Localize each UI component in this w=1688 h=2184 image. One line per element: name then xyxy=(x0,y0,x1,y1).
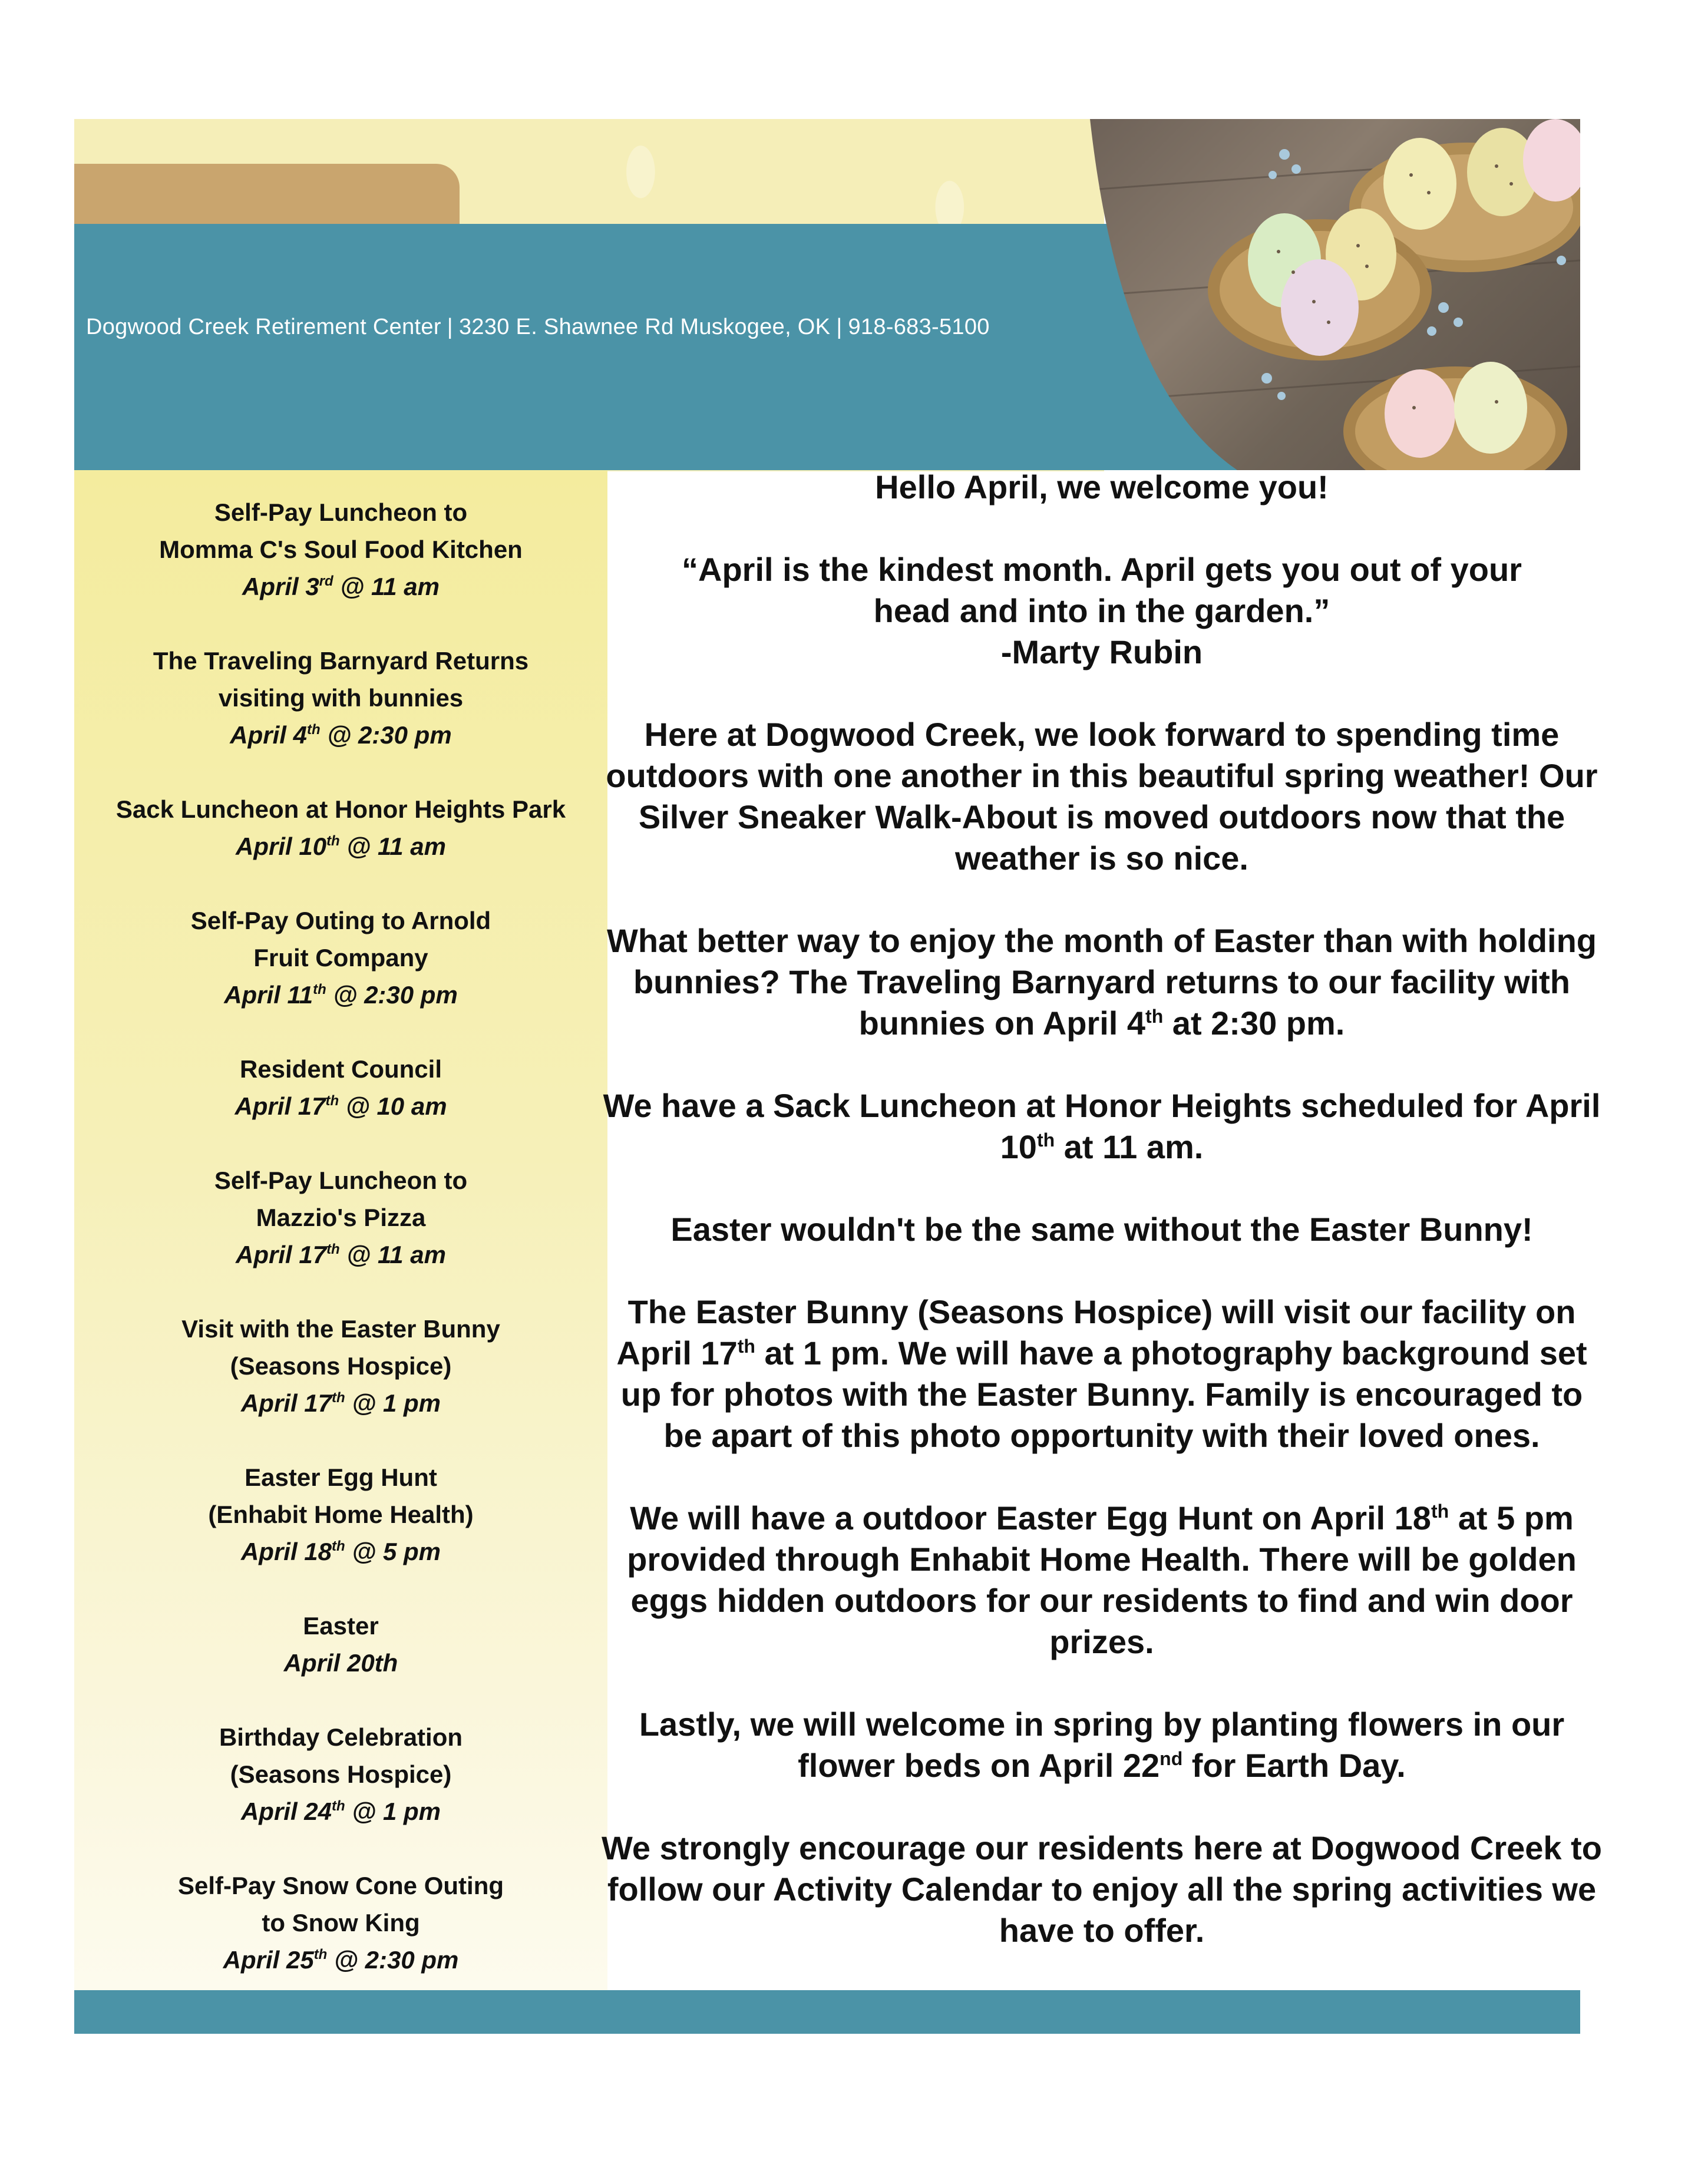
ordinal-suffix: th xyxy=(1036,1129,1055,1151)
event-date-text: April 17 xyxy=(240,1389,332,1417)
event-date xyxy=(74,1533,607,1570)
ordinal-suffix: th xyxy=(313,982,326,997)
paragraph-earth-day xyxy=(601,1704,1603,1786)
ordinal-suffix: th xyxy=(325,1093,339,1109)
ordinal-suffix: rd xyxy=(319,573,333,589)
event-date xyxy=(74,1644,607,1681)
ordinal-suffix: th xyxy=(737,1336,755,1357)
event-item xyxy=(74,1162,607,1273)
org-name: Dogwood Creek Retirement Center xyxy=(86,315,441,339)
event-date xyxy=(74,568,607,605)
event-time-text: @ 1 pm xyxy=(345,1798,441,1825)
paragraph-easter-bunny-intro: Easter wouldn't be the same without the Easter Bunny! xyxy=(670,1211,1533,1248)
event-title-line: Resident Council xyxy=(239,1055,442,1083)
ordinal-suffix: th xyxy=(313,1947,328,1962)
text: at 5 pm provided through Enhabit Home Health. There will be golden eggs hidden outdoors for our residents to find and win door prizes. xyxy=(627,1499,1577,1660)
event-date xyxy=(74,1236,607,1273)
event-title-line: Birthday Celebration xyxy=(219,1723,463,1751)
event-title-line: The Traveling Barnyard Returns xyxy=(153,647,529,675)
event-date-text: April 17 xyxy=(236,1241,327,1268)
header-accent-tab xyxy=(74,164,460,225)
event-title-line: Self-Pay Snow Cone Outing xyxy=(177,1872,504,1899)
event-title-line: Fruit Company xyxy=(253,944,428,972)
text: at 1 pm. We will have a photography background set up for photos with the Easter Bunny. Family is encouraged to be apart of this photo opportunity with their loved ones. xyxy=(620,1334,1587,1454)
event-time-text: @ 2:30 pm xyxy=(327,1946,459,1974)
event-title-line: Self-Pay Outing to Arnold xyxy=(190,907,491,934)
quote-author: -Marty Rubin xyxy=(1000,633,1203,670)
paragraph-outdoors: Here at Dogwood Creek, we look forward to spending time outdoors with one another in this beautiful spring weather! Our Silver Sneaker Walk-About is moved outdoors now that the weather is so nice. xyxy=(606,716,1598,877)
event-date-text: April 25 xyxy=(223,1946,314,1974)
ordinal-suffix: th xyxy=(326,1241,340,1257)
event-title-line: Self-Pay Luncheon to xyxy=(214,498,468,526)
event-title-line: Self-Pay Luncheon to xyxy=(214,1167,468,1194)
event-title-line: (Seasons Hospice) xyxy=(230,1760,452,1788)
event-item xyxy=(74,1867,607,1978)
event-date-text: April 18 xyxy=(240,1538,332,1565)
paragraph-easter-bunny-visit xyxy=(601,1291,1603,1456)
event-title-line: Visit with the Easter Bunny xyxy=(181,1315,500,1343)
event-date xyxy=(74,1793,607,1830)
event-title-line: Easter Egg Hunt xyxy=(245,1463,437,1491)
text: at 2:30 pm. xyxy=(1163,1005,1345,1042)
event-date xyxy=(74,716,607,754)
event-date xyxy=(74,976,607,1013)
text: at 11 am. xyxy=(1055,1128,1204,1165)
event-date-text: April 3 xyxy=(242,573,319,600)
event-item xyxy=(74,1050,607,1125)
paragraph-egg-hunt xyxy=(601,1498,1603,1663)
phone-number: 918-683-5100 xyxy=(848,315,990,339)
text: The Easter Bunny (Seasons Hospice) will visit our facility on April 17 xyxy=(616,1293,1576,1372)
event-title-line: Easter xyxy=(303,1612,379,1640)
event-time-text: @ 2:30 pm xyxy=(320,721,452,749)
header-contact-line xyxy=(86,312,990,342)
event-item xyxy=(74,494,607,605)
event-item xyxy=(74,1310,607,1422)
event-item xyxy=(74,642,607,754)
event-date-text: April 20th xyxy=(283,1649,398,1677)
event-date-text: April 11 xyxy=(224,981,313,1009)
paragraph-sack-luncheon xyxy=(601,1085,1603,1168)
events-list xyxy=(74,494,607,2016)
text: What better way to enjoy the month of Easter than with holding bunnies? The Traveling Barnyard returns to our facility with bunnies on April 4 xyxy=(606,922,1597,1042)
text: We will have a outdoor Easter Egg Hunt on April 18 xyxy=(630,1499,1431,1537)
event-time-text: @ 11 am xyxy=(333,573,440,600)
event-date-text: April 4 xyxy=(230,721,307,749)
main-article xyxy=(601,467,1603,1993)
event-time-text: @ 1 pm xyxy=(345,1389,441,1417)
ordinal-suffix: th xyxy=(1145,1006,1164,1027)
event-date-text: April 17 xyxy=(234,1092,326,1120)
event-title-line: (Seasons Hospice) xyxy=(230,1352,452,1380)
ordinal-suffix: th xyxy=(332,1798,345,1814)
event-time-text: @ 10 am xyxy=(339,1092,447,1120)
paragraph-closing: We strongly encourage our residents here at Dogwood Creek to follow our Activity Calendar to enjoy all the spring activities we have to offer. xyxy=(602,1829,1602,1949)
event-time-text: @ 11 am xyxy=(339,832,446,860)
event-item xyxy=(74,1607,607,1681)
ordinal-suffix: th xyxy=(332,1390,345,1406)
event-item xyxy=(74,1459,607,1570)
event-title-line: (Enhabit Home Health) xyxy=(208,1501,474,1528)
footer-band xyxy=(74,1990,1580,2034)
quote-line: head and into in the garden.” xyxy=(873,592,1330,629)
quote-line: “April is the kindest month. April gets you out of your xyxy=(682,551,1522,588)
greeting-heading: Hello April, we welcome you! xyxy=(875,468,1329,505)
event-date xyxy=(74,1385,607,1422)
ordinal-suffix: th xyxy=(326,833,340,849)
event-item xyxy=(74,902,607,1013)
ordinal-suffix: nd xyxy=(1160,1748,1183,1769)
text: for Earth Day. xyxy=(1182,1747,1406,1784)
event-date-text: April 10 xyxy=(236,832,327,860)
quote xyxy=(601,549,1603,673)
ordinal-suffix: th xyxy=(1431,1501,1449,1522)
event-title-line: Mazzio's Pizza xyxy=(256,1204,426,1231)
event-item xyxy=(74,1719,607,1830)
event-title-line: Momma C's Soul Food Kitchen xyxy=(159,536,523,563)
text: We have a Sack Luncheon at Honor Heights scheduled for April 10 xyxy=(603,1087,1601,1165)
event-date-text: April 24 xyxy=(240,1798,332,1825)
address: 3230 E. Shawnee Rd Muskogee, OK xyxy=(458,315,831,339)
event-item xyxy=(74,791,607,865)
ordinal-suffix: th xyxy=(307,722,321,738)
event-date xyxy=(74,1088,607,1125)
event-date xyxy=(74,1941,607,1978)
event-title-line: Sack Luncheon at Honor Heights Park xyxy=(115,795,566,823)
separator: | xyxy=(836,315,843,339)
ordinal-suffix: th xyxy=(332,1538,345,1554)
event-date xyxy=(74,828,607,865)
event-time-text: @ 2:30 pm xyxy=(326,981,458,1009)
event-title-line: visiting with bunnies xyxy=(218,684,464,712)
text: Lastly, we will welcome in spring by planting flowers in our flower beds on April 22 xyxy=(639,1706,1565,1784)
event-time-text: @ 5 pm xyxy=(345,1538,441,1565)
separator: | xyxy=(447,315,453,339)
paragraph-bunnies xyxy=(601,920,1603,1044)
event-time-text: @ 11 am xyxy=(339,1241,446,1268)
event-title-line: to Snow King xyxy=(262,1909,420,1937)
